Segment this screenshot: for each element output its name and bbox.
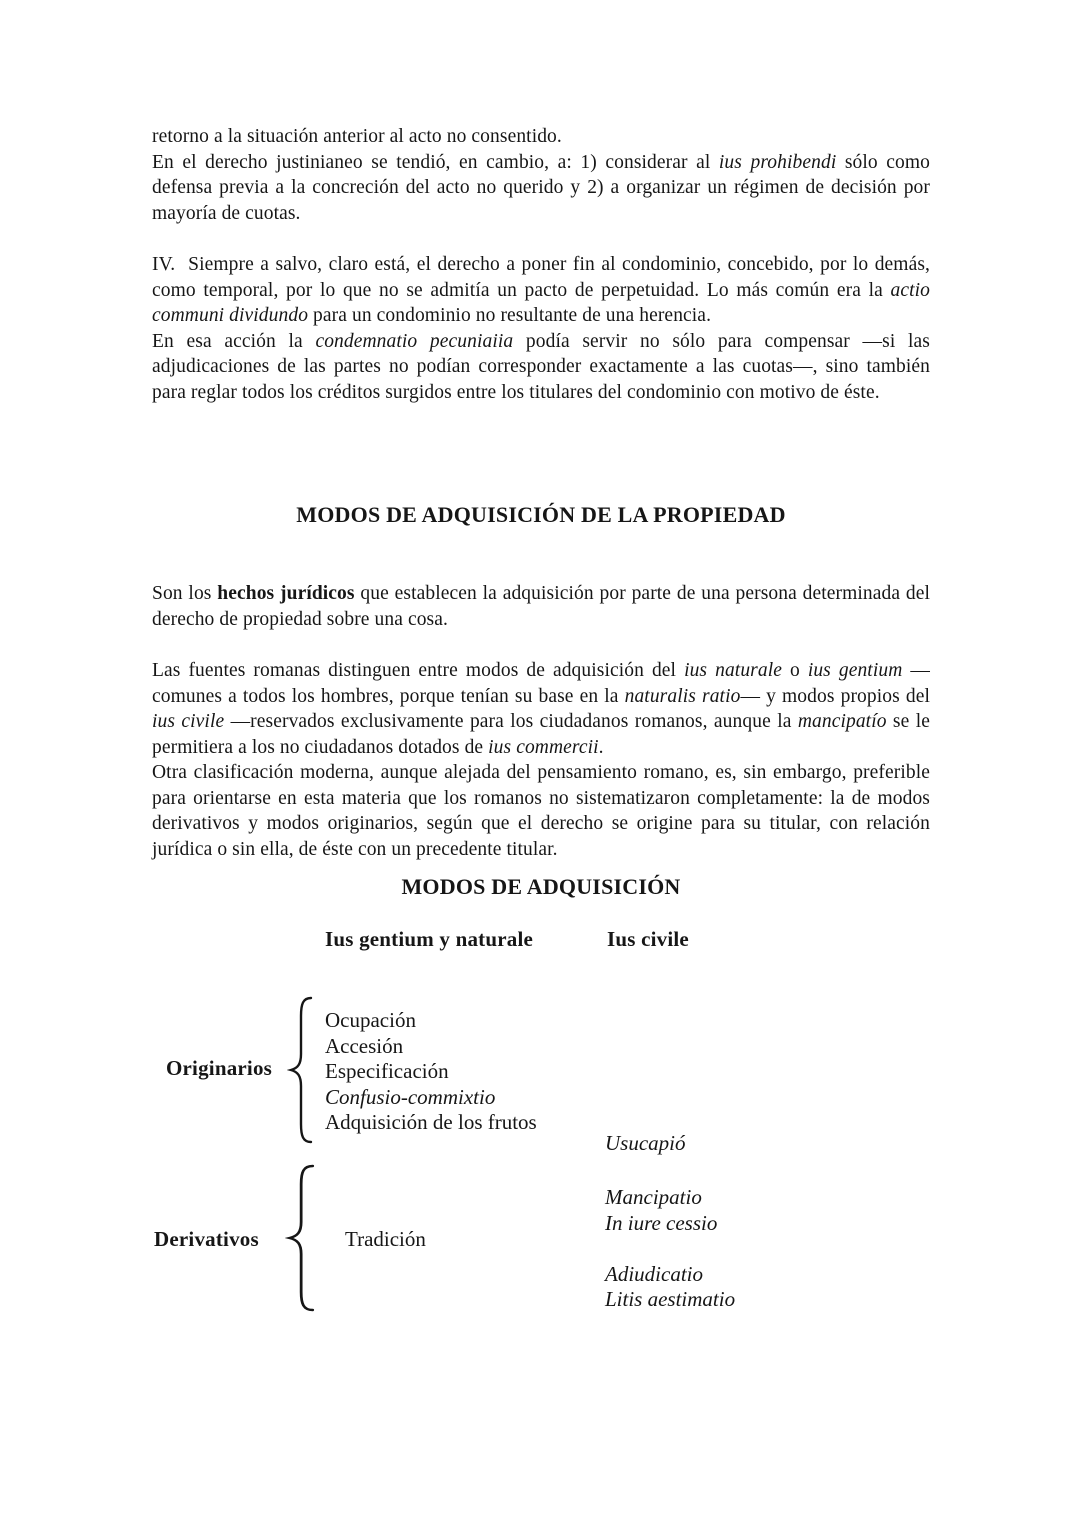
paragraph-fuentes-romanas: Las fuentes romanas distinguen entre modos de adquisición del ius naturale o ius gentium —comunes a todos los hombres, porque tenían su base en la naturalis ratio— y modos propios del ius civile —reservados exclusivamente para los ciudadanos romanos, aunque la mancipatío se le permitiera a los no ciudadanos dotados de ius commercii. Otra clasificación moderna, aunque alejada del pensamiento romano, es, sin embargo, preferible para orientarse en esta materia que los romanos no sistematizaron completamente: la de modos derivativos y modos originarios, según que el derecho se origine para su titular, con relación jurídica o sin ella, de éste con un precedente titular.: [152, 660, 930, 860]
list-item: Litis aestimatio: [605, 1287, 736, 1311]
paragraph-hechos-juridicos: Son los hechos jurídicos que establecen la adquisición por parte de una persona determinada del derecho de propiedad sobre una cosa.: [152, 583, 931, 630]
section-title-modos-propiedad: MODOS DE ADQUISICIÓN DE LA PROPIEDAD: [296, 502, 786, 527]
list-item: In iure cessio: [605, 1210, 718, 1235]
list-item: Mancipatio: [605, 1185, 702, 1209]
list-item: Accesión: [325, 1033, 404, 1058]
list-item: Adiudicatio: [605, 1261, 703, 1286]
originarios-items-list: [325, 1008, 537, 1136]
list-item: Especificación: [325, 1059, 449, 1083]
column-header-ius-civile: Ius civile: [607, 927, 689, 951]
list-item: Ocupación: [325, 1008, 416, 1032]
left-brace-icon: [287, 995, 313, 1145]
paragraph-continuation: retorno a la situación anterior al acto no consentido. En el derecho justinianeo se tendió, en cambio, a: 1) considerar al ius prohibendi sólo como defensa previa a la concreción del acto no querido y 2) a organizar un régimen de decisión por mayoría de cuotas.: [152, 126, 930, 224]
diagram-title-modos-adquisicion: MODOS DE ADQUISICIÓN: [401, 874, 681, 899]
left-brace-icon: [285, 1163, 315, 1313]
ius-civile-item-usucapio: Usucapió: [605, 1131, 686, 1155]
derivativos-item-tradicion: Tradición: [345, 1227, 426, 1251]
list-item: Confusio-commixtio: [325, 1084, 496, 1109]
list-item: Adquisición de los frutos: [325, 1110, 537, 1134]
row-label-derivativos: Derivativos: [154, 1227, 259, 1251]
paragraph-section-iv: IV. Siempre a salvo, claro está, el derecho a poner fin al condominio, concebido, por lo demás, como temporal, por lo que no se admitía un pacto de perpetuidad. Lo más común era la actio communi dividundo para un condominio no resultante de una herencia. En esa acción la condemnatio pecuniaiia podía servir no sólo para compensar —si las adjudicaciones de las partes no podían corresponder exactamente a las cuotas—, sino también para reglar todos los créditos surgidos entre los titulares del condominio con motivo de éste.: [152, 254, 930, 403]
list-item: [605, 1236, 735, 1262]
derivativos-ius-civile-list: [605, 1185, 735, 1313]
column-header-ius-gentium: Ius gentium y naturale: [325, 927, 534, 951]
row-label-originarios: Originarios: [166, 1056, 273, 1080]
